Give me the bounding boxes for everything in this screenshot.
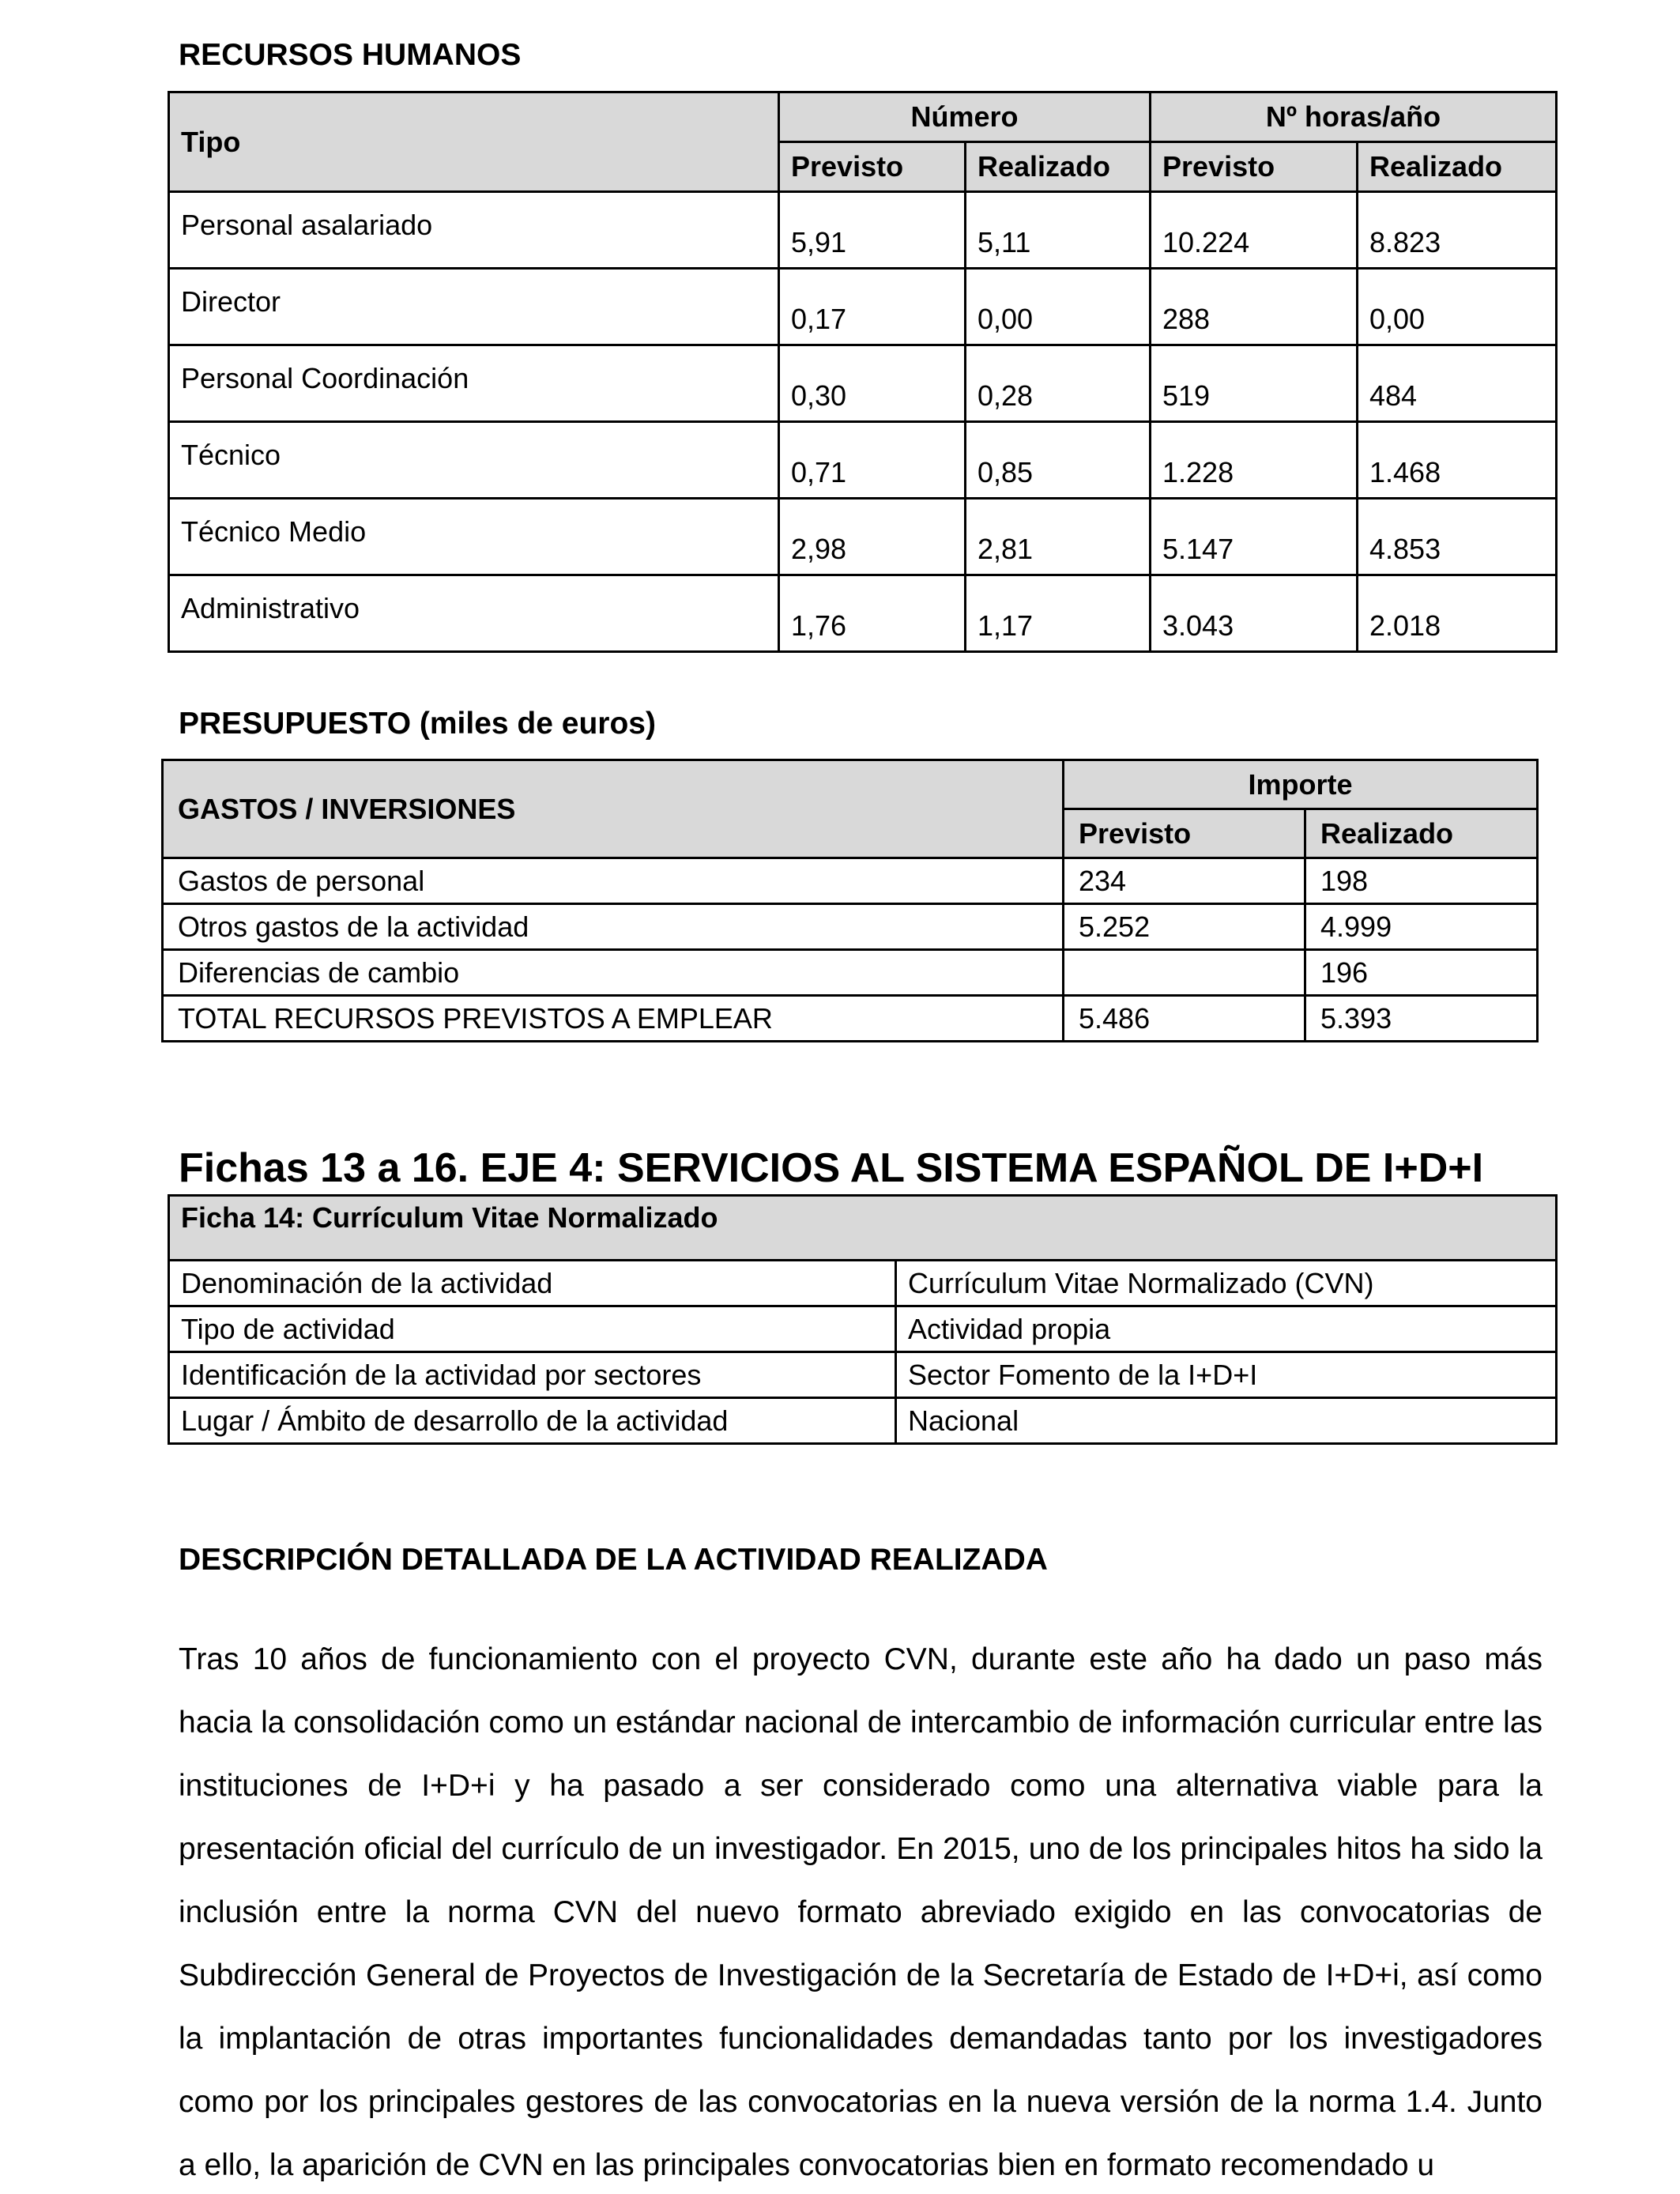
header-previsto: Previsto [1064, 809, 1305, 858]
row-horas-previsto: 5.147 [1151, 499, 1358, 575]
row-value: Actividad propia [896, 1306, 1557, 1352]
presupuesto-table [161, 759, 1539, 1042]
table-row [169, 1352, 1557, 1398]
table-row [169, 1261, 1557, 1306]
row-value: Sector Fomento de la I+D+I [896, 1352, 1557, 1398]
row-horas-previsto: 3.043 [1151, 575, 1358, 652]
recursos-humanos-title: RECURSOS HUMANOS [179, 38, 522, 72]
header-numero: Número [779, 92, 1151, 142]
row-realizado: 196 [1305, 950, 1538, 996]
row-num-realizado: 0,00 [966, 269, 1151, 345]
row-horas-realizado: 1.468 [1358, 422, 1557, 499]
row-value: Currículum Vitae Normalizado (CVN) [896, 1261, 1557, 1306]
descripcion-paragraph: Tras 10 años de funcionamiento con el proyecto CVN, durante este año ha dado un paso más hacia la consolidación como un estándar nacional de intercambio de información curricular entre las instituciones de I+D+i y ha pasado a ser considerado como una alternativa viable para la presentación oficial del currículo de un investigador. En 2015, uno de los principales hitos ha sido la inclusión entre la norma CVN del nuevo formato abreviado exigido en las convocatorias de Subdirección General de Proyectos de Investigación de la Secretaría de Estado de I+D+i, así como la implantación de otras importantes funcionalidades demandadas tanto por los investigadores como por los principales gestores de las convocatorias en la nueva versión de la norma 1.4. Junto a ello, la aparición de CVN en las principales convocatorias bien en formato recomendado u [179, 1642, 1543, 2182]
row-num-previsto: 2,98 [779, 499, 966, 575]
row-realizado: 198 [1305, 858, 1538, 904]
table-row [169, 269, 1557, 345]
table-row [163, 858, 1538, 904]
row-label: Denominación de la actividad [169, 1261, 896, 1306]
row-num-realizado: 2,81 [966, 499, 1151, 575]
row-concepto: TOTAL RECURSOS PREVISTOS A EMPLEAR [163, 996, 1064, 1042]
row-num-previsto: 1,76 [779, 575, 966, 652]
row-previsto: 5.486 [1064, 996, 1305, 1042]
row-tipo: Técnico [169, 422, 779, 499]
row-horas-previsto: 10.224 [1151, 192, 1358, 269]
table-row [169, 1398, 1557, 1444]
row-previsto: 234 [1064, 858, 1305, 904]
row-horas-previsto: 519 [1151, 345, 1358, 422]
table-row [169, 422, 1557, 499]
row-previsto: 5.252 [1064, 904, 1305, 950]
row-tipo: Director [169, 269, 779, 345]
row-label: Tipo de actividad [169, 1306, 896, 1352]
header-importe: Importe [1064, 760, 1538, 809]
presupuesto-title: PRESUPUESTO (miles de euros) [179, 707, 656, 741]
row-concepto: Otros gastos de la actividad [163, 904, 1064, 950]
table-row [169, 345, 1557, 422]
ficha-table [168, 1194, 1558, 1445]
header-gastos: GASTOS / INVERSIONES [163, 760, 1064, 858]
descripcion-title: DESCRIPCIÓN DETALLADA DE LA ACTIVIDAD REALIZADA [179, 1543, 1048, 1577]
row-realizado: 4.999 [1305, 904, 1538, 950]
fichas-title: Fichas 13 a 16. EJE 4: SERVICIOS AL SISTEMA ESPAÑOL DE I+D+I [179, 1145, 1484, 1191]
row-value: Nacional [896, 1398, 1557, 1444]
table-row [163, 904, 1538, 950]
row-num-previsto: 0,71 [779, 422, 966, 499]
row-num-realizado: 5,11 [966, 192, 1151, 269]
row-num-realizado: 0,28 [966, 345, 1151, 422]
row-horas-realizado: 2.018 [1358, 575, 1557, 652]
row-tipo: Técnico Medio [169, 499, 779, 575]
row-tipo: Personal Coordinación [169, 345, 779, 422]
header-tipo: Tipo [169, 92, 779, 192]
header-num-previsto: Previsto [779, 142, 966, 192]
table-row [169, 575, 1557, 652]
row-previsto [1064, 950, 1305, 996]
row-realizado: 5.393 [1305, 996, 1538, 1042]
row-horas-realizado: 484 [1358, 345, 1557, 422]
header-horas-realizado: Realizado [1358, 142, 1557, 192]
row-num-previsto: 0,30 [779, 345, 966, 422]
row-concepto: Diferencias de cambio [163, 950, 1064, 996]
row-horas-realizado: 4.853 [1358, 499, 1557, 575]
row-tipo: Personal asalariado [169, 192, 779, 269]
row-horas-realizado: 0,00 [1358, 269, 1557, 345]
row-num-previsto: 0,17 [779, 269, 966, 345]
row-horas-previsto: 288 [1151, 269, 1358, 345]
recursos-humanos-table [168, 91, 1558, 653]
header-horas-previsto: Previsto [1151, 142, 1358, 192]
ficha-title: Ficha 14: Currículum Vitae Normalizado [169, 1196, 1557, 1261]
table-row [163, 950, 1538, 996]
row-label: Identificación de la actividad por sectores [169, 1352, 896, 1398]
row-horas-previsto: 1.228 [1151, 422, 1358, 499]
row-num-realizado: 0,85 [966, 422, 1151, 499]
row-num-previsto: 5,91 [779, 192, 966, 269]
row-tipo: Administrativo [169, 575, 779, 652]
table-row [169, 1306, 1557, 1352]
header-num-realizado: Realizado [966, 142, 1151, 192]
table-row [169, 499, 1557, 575]
table-row-total [163, 996, 1538, 1042]
table-row [169, 192, 1557, 269]
row-horas-realizado: 8.823 [1358, 192, 1557, 269]
row-label: Lugar / Ámbito de desarrollo de la actividad [169, 1398, 896, 1444]
header-realizado: Realizado [1305, 809, 1538, 858]
row-num-realizado: 1,17 [966, 575, 1151, 652]
header-horas: Nº horas/año [1151, 92, 1557, 142]
row-concepto: Gastos de personal [163, 858, 1064, 904]
